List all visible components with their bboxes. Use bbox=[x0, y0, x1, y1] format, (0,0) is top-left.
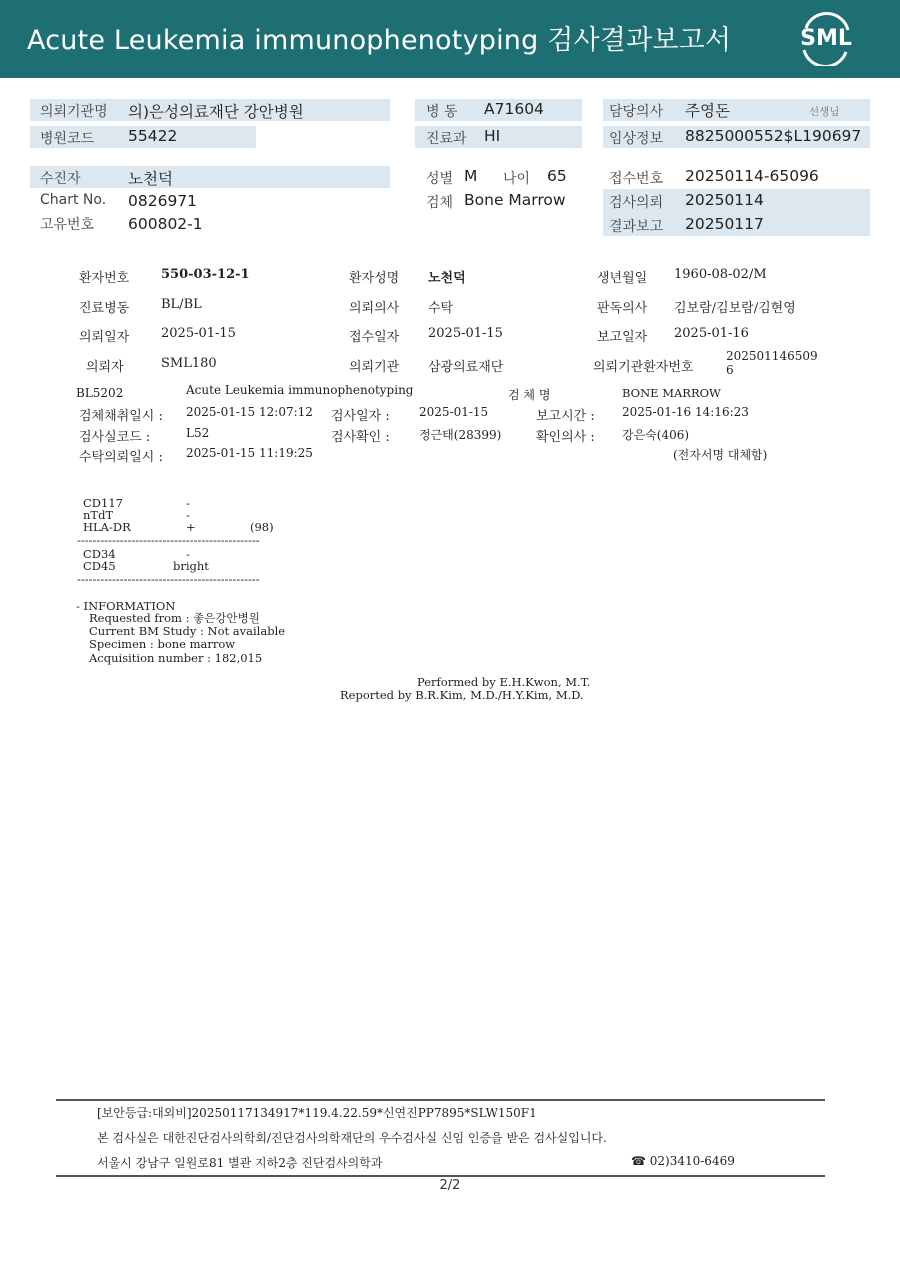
marker-name: HLA-DR bbox=[83, 520, 131, 534]
doctor-value: 주영돈 bbox=[685, 102, 730, 120]
clinical-label: 임상정보 bbox=[609, 131, 664, 147]
phone-line: ☎ 02)3410-6469 bbox=[631, 1154, 735, 1168]
esign-note: (전자서명 대체함) bbox=[673, 448, 768, 462]
information-title: - INFORMATION bbox=[76, 599, 176, 613]
ref-doctor-value: 수탁 bbox=[428, 301, 454, 316]
lab-code-value: L52 bbox=[186, 426, 210, 440]
information-study: Current BM Study : Not available bbox=[89, 624, 286, 638]
security-line: [보안등급:대외비]20250117134917*119.4.22.59*신연진PP7895*SLW150F1 bbox=[97, 1106, 537, 1120]
lab-code-label: 검사실코드 : bbox=[79, 430, 151, 445]
rcv-date-value: 2025-01-15 bbox=[428, 326, 503, 341]
result-date-value: 20250117 bbox=[685, 215, 764, 233]
verify-value: 강은숙(406) bbox=[622, 428, 690, 442]
age-value: 65 bbox=[547, 167, 567, 185]
ref-pt-value-line2: 6 bbox=[726, 363, 734, 377]
logo-text: SML bbox=[800, 26, 852, 51]
requester-label: 의뢰자 bbox=[86, 360, 124, 375]
patient-value: 노천덕 bbox=[128, 170, 173, 188]
age-label: 나이 bbox=[503, 171, 531, 187]
reader-value: 김보람/김보람/김현영 bbox=[674, 301, 796, 316]
marker-name: CD45 bbox=[83, 559, 116, 573]
reader-label: 판독의사 bbox=[597, 301, 648, 316]
specimen-name-label: 검 체 명 bbox=[508, 388, 551, 402]
specimen-value: Bone Marrow bbox=[464, 191, 566, 209]
test-date-label: 검사일자 : bbox=[331, 409, 390, 424]
patient-name-value: 노천덕 bbox=[428, 271, 466, 286]
marker-result: - bbox=[186, 547, 190, 561]
sml-logo bbox=[796, 12, 856, 66]
verify-label: 확인의사 : bbox=[536, 430, 595, 445]
birth-label: 생년월일 bbox=[597, 271, 648, 286]
consign-label: 수탁의뢰일시 : bbox=[79, 450, 163, 465]
patient-label: 수진자 bbox=[40, 171, 81, 187]
page-number: 2/2 bbox=[439, 1178, 461, 1193]
confirm-label: 검사확인 : bbox=[331, 430, 390, 445]
unique-no-value: 600802-1 bbox=[128, 215, 203, 233]
result-date-label: 결과보고 bbox=[609, 219, 664, 235]
footer-top-line bbox=[56, 1099, 825, 1101]
specimen-label: 검체 bbox=[426, 195, 454, 211]
certification-line: 본 검사실은 대한진단검사의학회/진단검사의학재단의 우수검사실 신임 인증을 받은 검사실입니다. bbox=[97, 1131, 607, 1145]
institution-value: 의)은성의료재단 강안병원 bbox=[128, 103, 304, 121]
information-specimen: Specimen : bone marrow bbox=[89, 637, 236, 651]
birth-value: 1960-08-02/M bbox=[674, 267, 767, 282]
rpt-date-label: 보고일자 bbox=[597, 330, 648, 345]
address-line: 서울시 강남구 일원로81 별관 지하2층 진단검사의학과 bbox=[97, 1156, 383, 1170]
req-date-label: 의뢰일자 bbox=[79, 330, 130, 345]
information-requested: Requested from : 좋은강안병원 bbox=[89, 611, 260, 625]
req-date-value: 2025-01-15 bbox=[161, 326, 236, 341]
rpt-date-value: 2025-01-16 bbox=[674, 326, 749, 341]
report-title: Acute Leukemia immunophenotyping 검사결과보고서 bbox=[27, 25, 732, 56]
marker-result: + bbox=[186, 520, 196, 534]
patient-no-value: 550-03-12-1 bbox=[161, 267, 250, 282]
patient-band bbox=[30, 166, 390, 188]
doctor-label: 담당의사 bbox=[609, 104, 664, 120]
reported-by: Reported by B.R.Kim, M.D./H.Y.Kim, M.D. bbox=[340, 688, 584, 702]
marker-name: CD117 bbox=[83, 496, 123, 510]
divider: ----------------------------------------------- bbox=[77, 533, 260, 547]
sex-value: M bbox=[464, 167, 478, 185]
consign-value: 2025-01-15 11:19:25 bbox=[186, 446, 313, 460]
collect-label: 검체채취일시 : bbox=[79, 409, 163, 424]
marker-result: bright bbox=[173, 559, 209, 573]
hospital-code-value: 55422 bbox=[128, 127, 178, 145]
unique-no-label: 고유번호 bbox=[40, 217, 95, 233]
patient-name-label: 환자성명 bbox=[349, 271, 400, 286]
test-date-value: 2025-01-15 bbox=[419, 405, 489, 419]
ref-pt-value-line1: 202501146509 bbox=[726, 349, 818, 363]
doctor-suffix: 선생님 bbox=[809, 106, 840, 118]
chart-value: 0826971 bbox=[128, 192, 198, 210]
marker-extra: (98) bbox=[250, 520, 274, 534]
rcv-date-label: 접수일자 bbox=[349, 330, 400, 345]
receipt-no-label: 접수번호 bbox=[609, 171, 664, 187]
ward-value: A71604 bbox=[484, 100, 544, 118]
ref-inst-label: 의뢰기관 bbox=[349, 360, 400, 375]
test-code: BL5202 bbox=[76, 386, 124, 400]
performed-by: Performed by E.H.Kwon, M.T. bbox=[417, 675, 591, 689]
divider: ----------------------------------------------- bbox=[77, 572, 260, 586]
dept-label: 진료과 bbox=[426, 131, 467, 147]
information-acquisition: Acquisition number : 182,015 bbox=[89, 651, 263, 665]
marker-result: - bbox=[186, 496, 190, 510]
ref-doctor-label: 의뢰의사 bbox=[349, 301, 400, 316]
confirm-value: 정근태(28399) bbox=[419, 428, 502, 442]
report-header bbox=[0, 0, 900, 78]
marker-name: nTdT bbox=[83, 508, 114, 522]
report-time-value: 2025-01-16 14:16:23 bbox=[622, 405, 749, 419]
footer-bottom-line bbox=[56, 1175, 825, 1177]
institution-label: 의뢰기관명 bbox=[40, 104, 108, 120]
ref-inst-value: 삼광의료재단 bbox=[428, 360, 504, 375]
request-date-label: 검사의뢰 bbox=[609, 195, 664, 211]
requester-value: SML180 bbox=[161, 356, 217, 371]
marker-name: CD34 bbox=[83, 547, 116, 561]
sex-label: 성별 bbox=[426, 171, 454, 187]
collect-value: 2025-01-15 12:07:12 bbox=[186, 405, 313, 419]
hospital-code-label: 병원코드 bbox=[40, 131, 95, 147]
chart-label: Chart No. bbox=[40, 192, 107, 208]
clinical-value: 8825000552$L190697 bbox=[685, 127, 862, 145]
patient-no-label: 환자번호 bbox=[79, 271, 130, 286]
request-date-value: 20250114 bbox=[685, 191, 764, 209]
receipt-no-value: 20250114-65096 bbox=[685, 167, 819, 185]
report-time-label: 보고시간 : bbox=[536, 409, 595, 424]
ref-pt-label: 의뢰기관환자번호 bbox=[593, 360, 694, 375]
test-name: Acute Leukemia immunophenotyping bbox=[186, 383, 414, 397]
dept-value: HI bbox=[484, 127, 501, 145]
marker-result: - bbox=[186, 508, 190, 522]
report-ward-label: 진료병동 bbox=[79, 301, 130, 316]
specimen-name-value: BONE MARROW bbox=[622, 386, 721, 400]
ward-label: 병 동 bbox=[426, 104, 458, 120]
report-ward-value: BL/BL bbox=[161, 297, 202, 312]
